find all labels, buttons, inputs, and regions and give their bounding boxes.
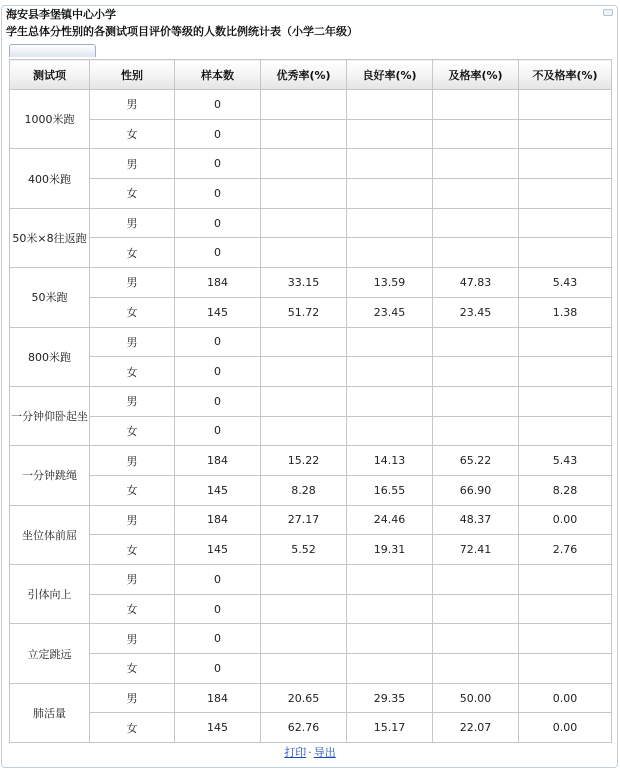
fail-rate-cell [519,654,612,684]
fail-rate-cell: 0.00 [519,505,612,535]
test-item-cell: 一分钟跳绳 [10,446,90,505]
sample-count-cell: 0 [175,357,261,387]
good-rate-cell: 19.31 [347,535,433,565]
sample-count-cell: 0 [175,208,261,238]
gender-cell: 女 [90,357,175,387]
fail-rate-cell [519,327,612,357]
table-row [10,386,612,416]
collapse-icon[interactable] [603,9,613,16]
table-body [10,90,612,743]
good-rate-cell [347,624,433,654]
table-row [10,119,612,149]
table-row [10,357,612,387]
table-row [10,268,612,298]
test-item-cell: 引体向上 [10,565,90,624]
good-rate-cell [347,149,433,179]
gender-cell: 女 [90,594,175,624]
fail-rate-cell: 5.43 [519,268,612,298]
table-row [10,475,612,505]
fail-rate-cell [519,119,612,149]
test-item-cell: 立定跳远 [10,624,90,683]
pass-rate-cell: 22.07 [433,713,519,743]
table-row [10,624,612,654]
fail-rate-cell [519,90,612,120]
sample-count-cell: 0 [175,565,261,595]
fail-rate-cell [519,565,612,595]
excellent-rate-cell [261,565,347,595]
good-rate-cell [347,357,433,387]
gender-cell: 男 [90,624,175,654]
gender-cell: 女 [90,713,175,743]
tab-header [9,44,96,57]
school-name: 海安县李堡镇中心小学 [6,8,116,21]
pass-rate-cell [433,357,519,387]
sample-count-cell: 184 [175,505,261,535]
sample-count-cell: 0 [175,90,261,120]
fail-rate-cell [519,624,612,654]
fail-rate-cell: 1.38 [519,297,612,327]
table-row [10,594,612,624]
excellent-rate-cell: 51.72 [261,297,347,327]
excellent-rate-cell: 33.15 [261,268,347,298]
excellent-rate-cell [261,179,347,209]
pass-rate-cell: 50.00 [433,683,519,713]
table-row [10,238,612,268]
test-item-cell: 400米跑 [10,149,90,208]
pass-rate-cell [433,90,519,120]
table-row [10,713,612,743]
fail-rate-cell [519,594,612,624]
sample-count-cell: 0 [175,179,261,209]
sample-count-cell: 0 [175,386,261,416]
pass-rate-cell: 47.83 [433,268,519,298]
excellent-rate-cell: 5.52 [261,535,347,565]
export-link[interactable]: 导出 [313,746,336,759]
column-header: 良好率(%) [347,60,433,90]
fail-rate-cell [519,179,612,209]
good-rate-cell: 15.17 [347,713,433,743]
good-rate-cell: 29.35 [347,683,433,713]
good-rate-cell [347,386,433,416]
column-header: 优秀率(%) [261,60,347,90]
excellent-rate-cell [261,119,347,149]
sample-count-cell: 184 [175,446,261,476]
table-row [10,416,612,446]
sample-count-cell: 0 [175,654,261,684]
excellent-rate-cell [261,238,347,268]
fail-rate-cell [519,357,612,387]
pass-rate-cell [433,594,519,624]
excellent-rate-cell: 62.76 [261,713,347,743]
excellent-rate-cell: 8.28 [261,475,347,505]
table-row [10,208,612,238]
gender-cell: 女 [90,297,175,327]
sample-count-cell: 0 [175,416,261,446]
excellent-rate-cell [261,357,347,387]
pass-rate-cell [433,149,519,179]
pass-rate-cell [433,416,519,446]
column-header: 样本数 [175,60,261,90]
pass-rate-cell [433,565,519,595]
excellent-rate-cell [261,594,347,624]
table-row [10,683,612,713]
sample-count-cell: 0 [175,119,261,149]
table-header-row [10,60,612,90]
fail-rate-cell: 5.43 [519,446,612,476]
column-header: 及格率(%) [433,60,519,90]
test-item-cell: 800米跑 [10,327,90,386]
test-item-cell: 肺活量 [10,683,90,742]
table-row [10,565,612,595]
test-item-cell: 一分钟仰卧起坐 [10,386,90,445]
pass-rate-cell: 65.22 [433,446,519,476]
gender-cell: 女 [90,535,175,565]
good-rate-cell: 13.59 [347,268,433,298]
pass-rate-cell [433,327,519,357]
good-rate-cell [347,594,433,624]
sample-count-cell: 0 [175,594,261,624]
sample-count-cell: 145 [175,713,261,743]
gender-cell: 男 [90,208,175,238]
excellent-rate-cell [261,386,347,416]
good-rate-cell [347,565,433,595]
column-header: 不及格率(%) [519,60,612,90]
report-title: 学生总体分性别的各测试项目评价等级的人数比例统计表（小学二年级） [6,25,358,38]
test-item-cell: 50米跑 [10,268,90,327]
table-row [10,535,612,565]
stats-table-wrapper [9,59,611,743]
gender-cell: 女 [90,119,175,149]
excellent-rate-cell: 15.22 [261,446,347,476]
gender-cell: 男 [90,565,175,595]
good-rate-cell: 23.45 [347,297,433,327]
excellent-rate-cell [261,624,347,654]
excellent-rate-cell [261,416,347,446]
gender-cell: 男 [90,268,175,298]
pass-rate-cell: 48.37 [433,505,519,535]
pass-rate-cell [433,238,519,268]
good-rate-cell [347,416,433,446]
sample-count-cell: 145 [175,297,261,327]
good-rate-cell: 14.13 [347,446,433,476]
gender-cell: 男 [90,683,175,713]
sample-count-cell: 184 [175,683,261,713]
gender-cell: 男 [90,386,175,416]
table-row [10,179,612,209]
gender-cell: 女 [90,416,175,446]
good-rate-cell [347,238,433,268]
fail-rate-cell [519,208,612,238]
excellent-rate-cell [261,208,347,238]
good-rate-cell [347,654,433,684]
fail-rate-cell [519,416,612,446]
good-rate-cell: 16.55 [347,475,433,505]
fail-rate-cell: 2.76 [519,535,612,565]
gender-cell: 男 [90,327,175,357]
gender-cell: 男 [90,149,175,179]
column-header: 测试项 [10,60,90,90]
gender-cell: 女 [90,238,175,268]
pass-rate-cell [433,179,519,209]
sample-count-cell: 145 [175,475,261,505]
pass-rate-cell [433,386,519,416]
excellent-rate-cell [261,90,347,120]
excellent-rate-cell: 27.17 [261,505,347,535]
sample-count-cell: 0 [175,149,261,179]
fail-rate-cell: 8.28 [519,475,612,505]
gender-cell: 男 [90,505,175,535]
gender-cell: 女 [90,179,175,209]
gender-cell: 女 [90,654,175,684]
fail-rate-cell [519,149,612,179]
excellent-rate-cell [261,149,347,179]
table-row [10,654,612,684]
excellent-rate-cell: 20.65 [261,683,347,713]
table-row [10,297,612,327]
sample-count-cell: 0 [175,238,261,268]
table-row [10,505,612,535]
pass-rate-cell [433,208,519,238]
fail-rate-cell [519,386,612,416]
gender-cell: 男 [90,90,175,120]
excellent-rate-cell [261,654,347,684]
good-rate-cell [347,179,433,209]
good-rate-cell [347,90,433,120]
pass-rate-cell: 23.45 [433,297,519,327]
stats-table [9,59,612,743]
column-header: 性别 [90,60,175,90]
pass-rate-cell [433,654,519,684]
sample-count-cell: 0 [175,624,261,654]
print-link[interactable]: 打印 [284,746,307,759]
pass-rate-cell [433,119,519,149]
table-row [10,90,612,120]
pass-rate-cell [433,624,519,654]
table-row [10,446,612,476]
fail-rate-cell: 0.00 [519,713,612,743]
pass-rate-cell: 72.41 [433,535,519,565]
footer-separator: · [308,746,312,759]
sample-count-cell: 184 [175,268,261,298]
excellent-rate-cell [261,327,347,357]
table-row [10,327,612,357]
fail-rate-cell: 0.00 [519,683,612,713]
sample-count-cell: 145 [175,535,261,565]
test-item-cell: 坐位体前屈 [10,505,90,564]
pass-rate-cell: 66.90 [433,475,519,505]
test-item-cell: 1000米跑 [10,90,90,149]
good-rate-cell [347,119,433,149]
gender-cell: 女 [90,475,175,505]
good-rate-cell: 24.46 [347,505,433,535]
fail-rate-cell [519,238,612,268]
gender-cell: 男 [90,446,175,476]
sample-count-cell: 0 [175,327,261,357]
good-rate-cell [347,208,433,238]
test-item-cell: 50米×8往返跑 [10,208,90,267]
good-rate-cell [347,327,433,357]
footer-actions [0,744,620,760]
table-row [10,149,612,179]
